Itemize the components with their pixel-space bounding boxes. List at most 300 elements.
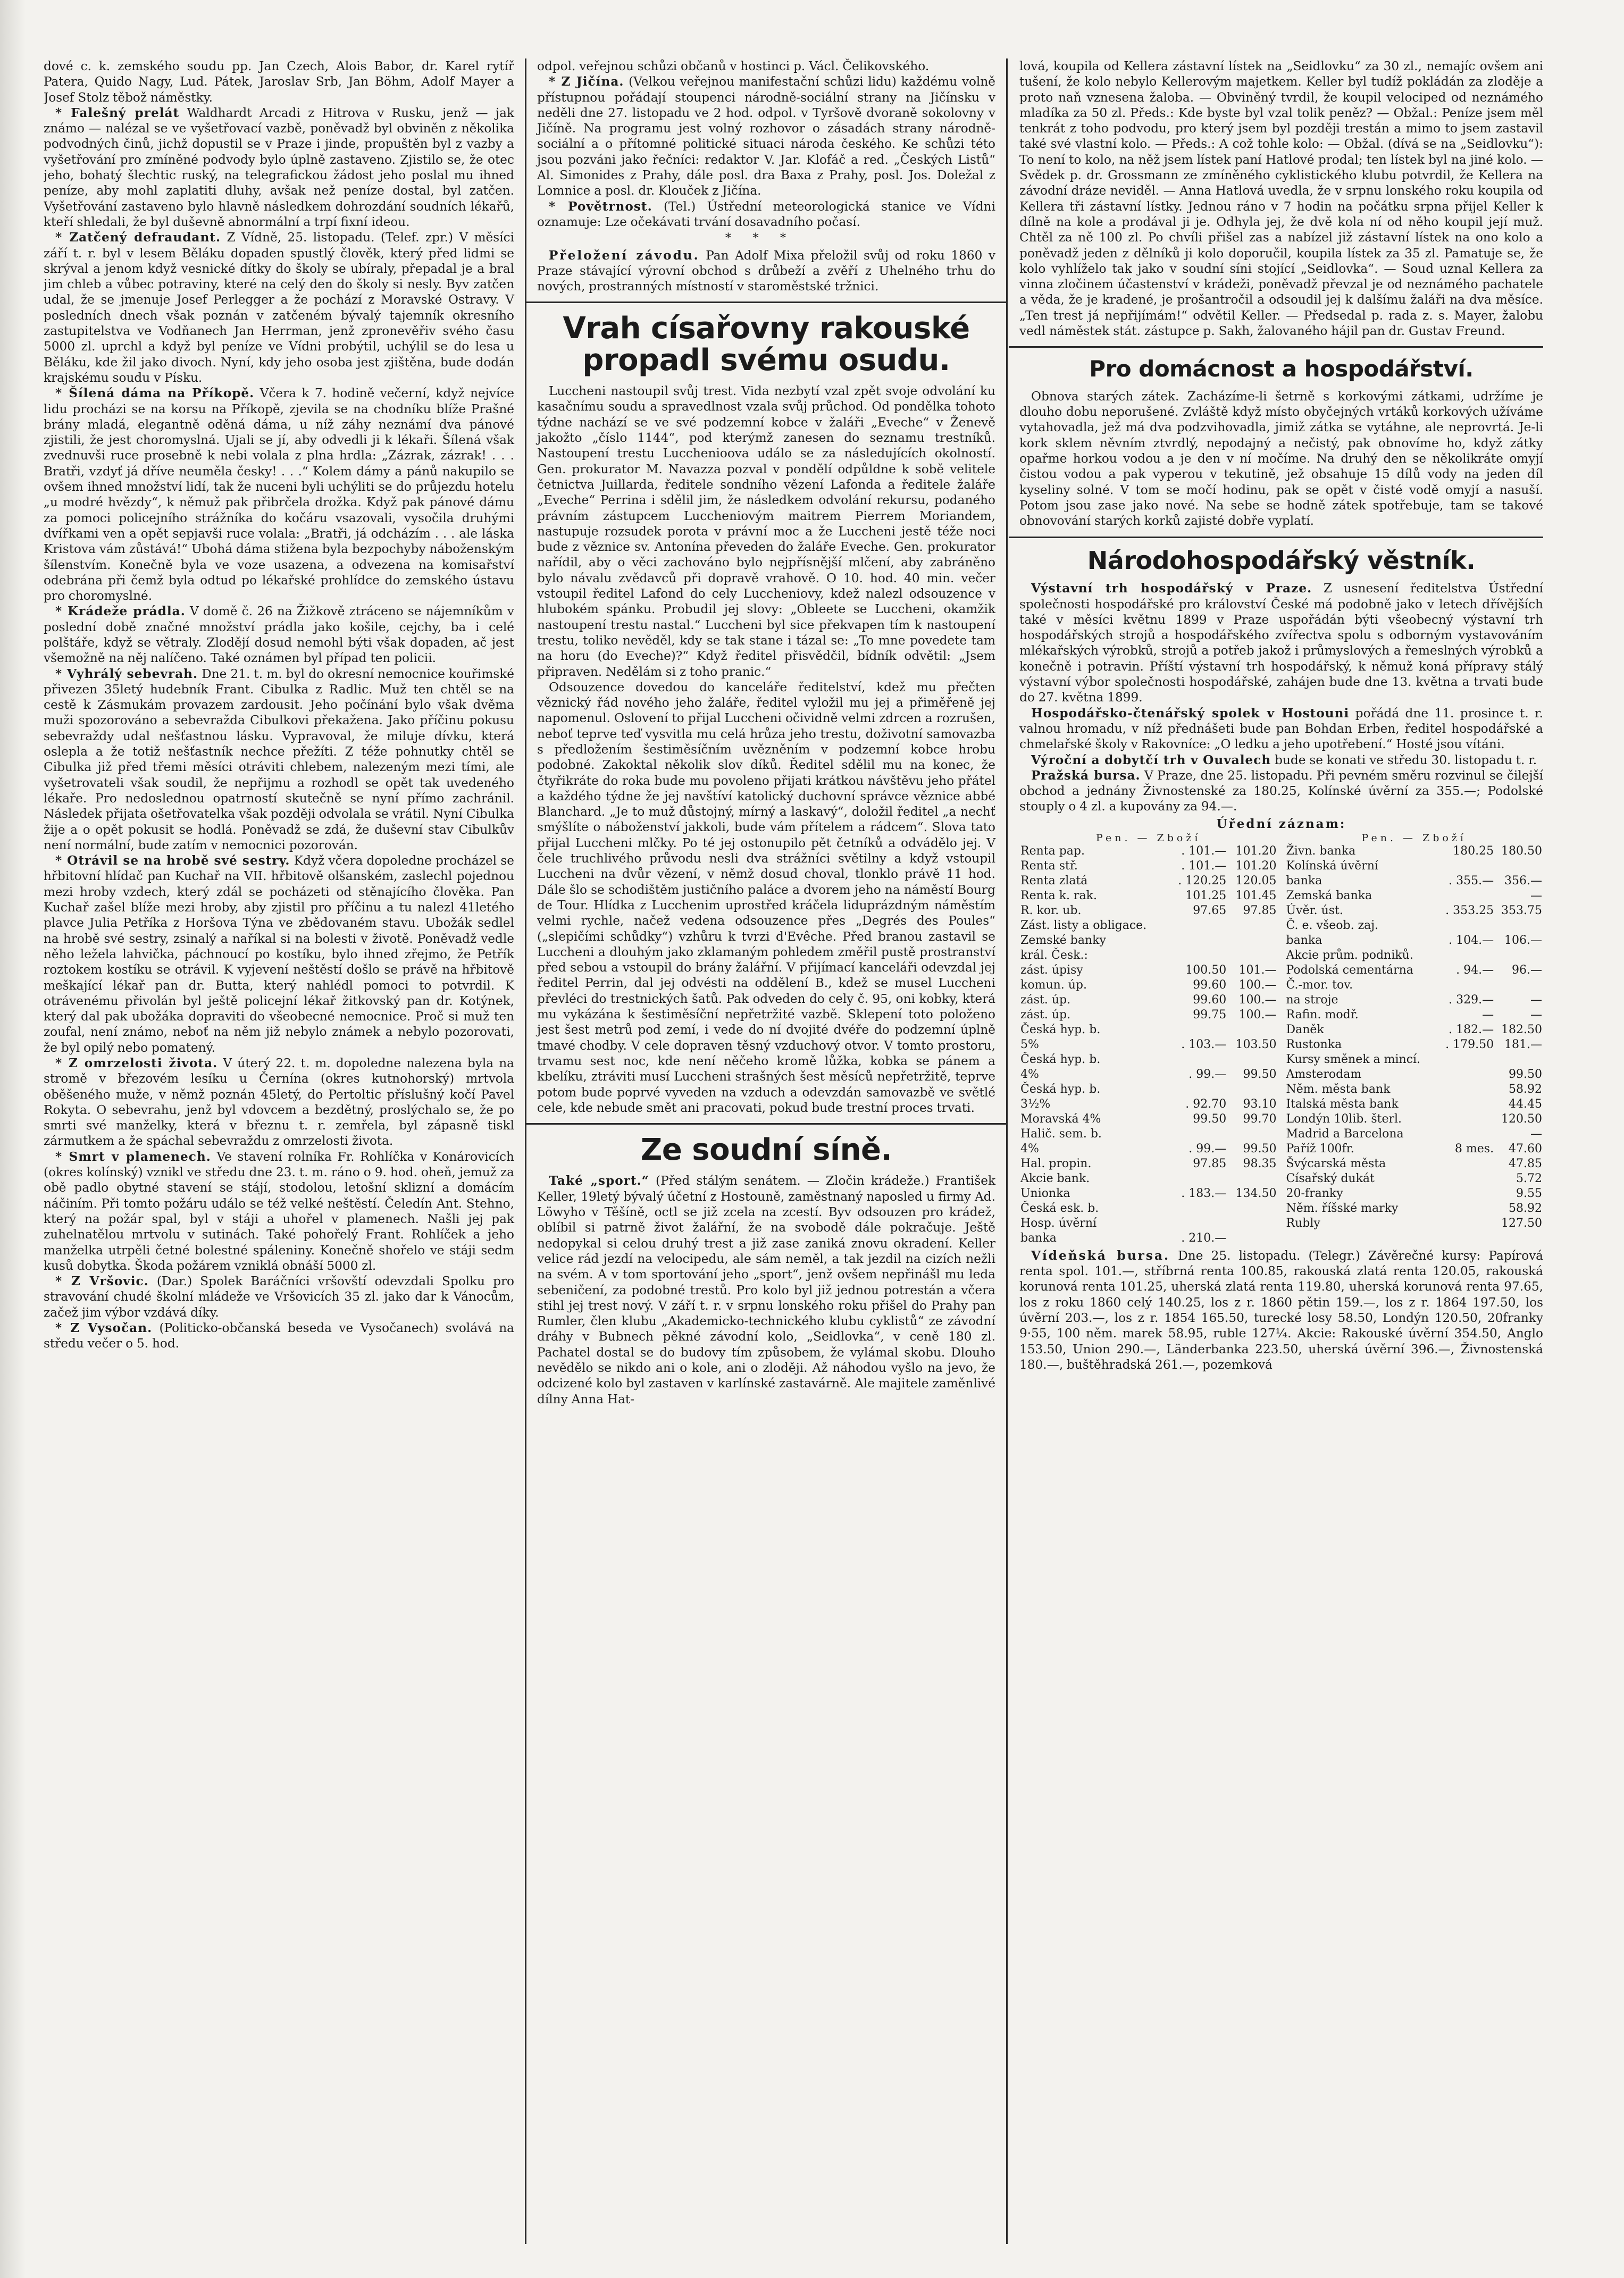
market-row [1285,978,1544,993]
econ-item-body: pořádá dne 11. prosince t. r. valnou hromadu, v níž přednášeti bude pan Bohdan Erben, ředitel hospodářské a chmelařské školy v Rakovníce: „O ledku a jeho upotřebení.“ Hosté jsou vítáni. [1019,706,1543,752]
home-headline: Pro domácnost a hospodářství. [1089,356,1474,382]
news-item [44,1320,514,1352]
market-value: 9.55 [1516,1186,1542,1200]
news-item-title: * Smrt v plamenech. [55,1149,211,1164]
market-label: Kolínská úvěrní [1286,859,1378,873]
market-label: Úvěr. úst. [1286,903,1343,917]
market-value: — [1530,1008,1542,1021]
market-row [1285,844,1544,859]
market-value: 99.50 [1243,1142,1277,1155]
separator-stars: *** [725,231,808,246]
market-label: Londýn 10lib. šterl. [1286,1112,1402,1126]
market-value: 100.— [1238,993,1277,1007]
market-value [1227,948,1277,963]
market-row [1285,1112,1544,1127]
market-value: . 120.25 [1178,874,1227,887]
market-row [1019,1216,1278,1231]
market-label: zást. úpisy [1020,963,1083,977]
market-value: 58.92 [1509,1201,1542,1215]
market-label: Rubly [1286,1216,1320,1230]
econ-item [1019,768,1543,815]
market-row [1019,1037,1278,1052]
market-value: 101.45 [1235,889,1277,902]
news-item-title: * Z Vysočan. [55,1321,153,1336]
market-value: . 99.— [1188,1067,1227,1081]
market-label: Amsterodam [1286,1067,1362,1081]
market-label: Paříž 100fr. [1286,1142,1354,1155]
market-label: král. Česk.: [1020,948,1088,962]
market-value: . 99.— [1188,1142,1227,1155]
market-value: . 103.— [1181,1037,1227,1051]
court-title: Také „sport.“ [549,1174,650,1188]
news-item-body: Dne 21. t. m. byl do okresní nemocnice kouřimské přivezen 35letý hudebník Frant. Cibulka z Radlic. Muž ten chtěl se na cestě k Zásmukám provazem zardousit. Jeho počínání bylo však dvěma muži spozorováno a sebevražda Cibulkovi překažena. Jako příčinu pokusu sebevraždy udal nešťastnou lásku. Vypravoval, že miluje dívku, která oslepla a že totiž nešťastník nechce přežíti. Z téže pohnutky chtěl se Cibulka již před třemi měsíci otráviti chlebem, nalezeným mezi tími, ale vyšetrovateli však soudil, že nepřijmu a rozhodl se opět tak uvedeného lékaře. Pro nedoslednou opatrností skutečně se nyní přímo zachránil. Následek přijata ošetřovatelka však později odvolala se vrátil. Nyní Cibulka žije a o opět pokusit se hodlá. Poněvadž se zdá, že duševní stav Cibulkův není normální, bude zatím v nemocnici pozorován. [44,666,514,852]
market-table-right [1285,844,1544,1231]
market-row [1285,874,1544,889]
news-item-title: * Zatčený defraudant. [55,230,221,245]
market-row [1285,1171,1544,1186]
market-value [1227,1023,1277,1037]
market-value: 99.75 [1193,1008,1227,1021]
econ-item-title: Pražská bursa. [1031,768,1141,783]
market-value [1169,1127,1228,1142]
market-label: Halič. sem. b. [1020,1127,1102,1141]
market-value [1438,1067,1495,1082]
market-value [1438,948,1495,963]
market-row [1285,993,1544,1008]
market-row [1019,1082,1278,1097]
market-value [1495,918,1543,933]
market-row [1285,1052,1544,1067]
news-item-title: * Z Jičína. [549,74,624,89]
market-value: 101.— [1238,963,1277,977]
market-label: Daněk [1286,1023,1324,1036]
market-value [1227,1082,1277,1097]
news-item-title: * Z Vršovic. [55,1274,149,1289]
market-tables [1019,832,1543,1246]
market-row [1285,903,1544,918]
news-item [44,666,514,853]
market-row [1019,1201,1278,1216]
market-value: 99.60 [1193,978,1227,992]
market-label: na stroje [1286,993,1338,1007]
market-label: 4% [1020,1142,1039,1155]
market-value: 180.50 [1501,844,1542,858]
market-value: 93.10 [1243,1097,1277,1111]
market-label: Živn. banka [1286,844,1356,858]
news-item-body: (Tel.) Ústřední meteorologická stanice ve Vídni oznamuje: Lze očekávati trvání dosavadního počasí. [537,199,996,229]
market-value: 100.— [1238,1008,1277,1021]
market-label: Česká hyp. b. [1020,1082,1101,1096]
home-article [1019,389,1543,529]
market-row [1285,1201,1544,1216]
news-item-title: * Povětrnost. [549,199,652,214]
econ-item [1019,752,1543,768]
market-row [1285,1186,1544,1201]
intro-paragraph: dové c. k. zemského soudu pp. Jan Czech, Alois Babor, dr. Karel rytíř Patera, Quido Nagy, Lud. Pátek, Jaroslav Srb, Jan Böhm, Adolf Mayer a Josef Stolz těbož náměstky. [44,59,514,105]
market-value: . 355.— [1449,874,1494,887]
market-value [1169,1171,1228,1186]
market-value [1438,1097,1495,1112]
market-value: . 182.— [1449,1023,1494,1036]
market-row [1019,1023,1278,1037]
market-row [1019,1171,1278,1186]
market-value [1438,918,1495,933]
market-label: Císařský dukát [1286,1171,1375,1185]
market-label: Hosp. úvěrní [1020,1216,1097,1230]
vienna-body: Dne 25. listopadu. (Telegr.) Závěrečné kursy: Papírová renta spol. 101.—, stříbrná renta 100.85, rakouská zlatá renta 120.05, rakouská korunová renta 101.25, uherská zlatá renta 119.80, uherská korunová renta 97.65, los z roku 1860 celý 140.25, los z r. 1860 pětin 159.—, los z r. 1864 197.50, los úvěrní 203.—, los z r. 1854 165.50, turecké losy 58.50, Londýn 120.50, 20franky 9·55, 100 něm. marek 58.95, ruble 127¼. Akcie: Rakouské úvěrní 354.50, Anglo 153.50, Union 290.—, Länderbanka 223.50, uherská úvěrní 396.—, Živnostenská 180.—, buštěhradská 261.—, pozemková [1019,1248,1543,1372]
market-value [1438,1201,1495,1216]
econ-item-title: Výroční a dobytčí trh v Ouvalech [1031,752,1271,767]
market-row [1019,1097,1278,1112]
market-label: Kursy směnek a mincí. [1286,1052,1421,1066]
market-value [1438,1186,1495,1201]
news-item-title: * Otrávil se na hrobě své sestry. [55,853,290,868]
market-label: Renta k. rak. [1020,889,1097,902]
market-row [1019,918,1278,933]
market-value [1227,1171,1277,1186]
market-value [1438,859,1495,874]
market-label: Hal. propin. [1020,1157,1092,1170]
transfer-title: Přeložení závodu. [549,248,700,263]
econ-item-body: V Praze, dne 25. listopadu. Při pevném směru rozvinul se čilejší obchod a jednány Živnostenské za 180.25, Kolínské úvěrní za 355.—; Podolské stouply o 4 zl. a kupovány za 94.—. [1019,768,1543,814]
market-label: Č. e. všeob. zaj. [1286,918,1379,932]
market-value [1495,978,1543,993]
market-label: Renta pap. [1020,844,1085,858]
econ-item-body: bude se konati ve středu 30. listopadu t. r. [1275,752,1537,767]
market-row [1019,948,1278,963]
market-row [1019,1186,1278,1201]
econ-headline: Národohospodářský věstník. [1087,546,1476,575]
market-value [1438,889,1495,903]
market-label: R. kor. ub. [1020,903,1082,917]
market-row [1019,978,1278,993]
market-row [1019,844,1278,859]
murder-headline: Vrah císařovny rakouské propadl svému osudu. [563,311,970,378]
market-label: Rustonka [1286,1037,1342,1051]
market-row [1019,1142,1278,1157]
market-value: — [1482,1008,1494,1021]
market-label: Česká hyp. b. [1020,1052,1101,1066]
econ-item-body: Z usnesení ředitelstva Ústřední společnosti hospodářské pro království České má podobně jako v letech dřívějších také v měsíci květnu 1899 v Praze uspořádán býti všeobecný výstavní trh hospodářských strojů a hospodářského zvířectva spolu s odborným vystavováním mlékařských výrobků, strojů a potřeb jakož i průmyslových a řemeslných výrobků a konečně i potravin. Příští výstavní trh hospodářský, k němuž koná přípravy stálý výstavní výbor společnosti hospodářské, zahájen bude dne 13. května a trvati bude do 27. května 1899. [1019,581,1543,705]
news-items-col2 [537,74,995,230]
market-value [1438,1157,1495,1171]
market-value [1169,933,1228,948]
market-value: 44.45 [1509,1097,1542,1111]
market-label: zást. úp. [1020,993,1071,1007]
transfer-body: Pan Adolf Mixa přeložil svůj od roku 1860 v Praze stávající výrovní obchod s drůbeží a zvěří z Uhelného trhu do nových, prostranných místností v staroměstské tržnici. [537,248,995,294]
market-value: 5.72 [1516,1171,1542,1185]
news-item [44,386,514,604]
market-row [1285,1037,1544,1052]
market-label: 4% [1020,1067,1039,1081]
market-value: — [1530,1127,1542,1141]
market-label: Renta zlatá [1020,874,1088,887]
market-label: Podolská cementárna [1286,963,1413,977]
market-label: Madrid a Barcelona [1286,1127,1404,1141]
market-value [1495,948,1543,963]
news-item [537,74,995,198]
market-row [1285,1216,1544,1231]
market-label: Něm. říšské marky [1286,1201,1399,1215]
market-value: 127.50 [1501,1216,1542,1230]
econ-item [1019,581,1543,705]
market-value [1169,1082,1228,1097]
market-value [1169,918,1228,933]
market-value: 103.50 [1235,1037,1277,1051]
market-value: . 101.— [1181,859,1227,873]
econ-item [1019,706,1543,752]
news-item-title: * Šílená dáma na Příkopě. [55,386,255,401]
market-value: . 329.— [1449,993,1494,1007]
market-value [1169,1023,1228,1037]
market-value [1169,1216,1228,1231]
market-value [1438,1082,1495,1097]
market-label: Akcie bank. [1020,1171,1090,1185]
column-3 [1006,58,1543,2244]
market-label: Moravská 4% [1020,1112,1101,1126]
market-value: — [1530,889,1542,902]
market-value: 97.85 [1193,1157,1227,1170]
econ-item-title: Výstavní trh hospodářský v Praze. [1031,581,1312,596]
market-label: Unionka [1020,1186,1070,1200]
news-item [44,1149,514,1274]
court-continuation [1019,58,1543,339]
pen-zboz-left: Pen. — Zboží [1096,832,1201,844]
home-body: Obnova starých zátek. Zacházíme-li šetrně s korkovými zátkami, udržíme je dlouho dobu neporušené. Zvláště když místo obyčejných vrtáků korkových užíváme vytahovadla, jež má dva podzvihovadla, jimiž zátka se vytáhne, ale neprovrtá. Je-li kork sklem něvním ztvrdlý, nepodajný a nečistý, pak obnovíme ho, když zátky opařme horkou vodou a je den v ní močíme. Na druhý den se několikráte omyjí čistou vodou a pak vyperou v tekutině, jež obsahuje 15 dílů vody na jeden díl kyseliny solné. V tom se močí hodinu, pak se opět v čisté vodě omyjí a nasuší. Potom jsou zase jako nové. Na sebe se hodně zátek spotřebuje, tam se takové obnovování starých korků zajisté dobře vyplatí. [1019,389,1543,529]
column-2-text [537,58,995,294]
market-value: 181.— [1504,1037,1542,1051]
market-value: 99.50 [1193,1112,1227,1126]
market-value: 180.25 [1453,844,1494,858]
market-value: 99.50 [1509,1067,1542,1081]
news-item [44,105,514,230]
market-value: . 104.— [1449,933,1494,947]
market-value [1227,933,1277,948]
news-item [44,1274,514,1320]
market-value [1227,1216,1277,1231]
market-row [1019,859,1278,874]
market-label: 20-franky [1286,1186,1343,1200]
market-label: Italská města bank [1286,1097,1399,1111]
market-value [1227,1231,1277,1246]
market-value [1227,918,1277,933]
market-row [1285,1127,1544,1142]
news-item [44,230,514,386]
vienna-bourse [1019,1248,1543,1372]
market-value: 101.20 [1235,844,1277,858]
market-value: — [1530,993,1542,1007]
divider [526,302,1006,303]
market-value: . 101.— [1181,844,1227,858]
market-row [1019,1052,1278,1067]
market-value: 97.85 [1243,903,1277,917]
market-value: . 92.70 [1185,1097,1227,1111]
official-label: Úřední záznam: [1216,816,1346,831]
market-value: 182.50 [1501,1023,1542,1036]
news-item [44,1056,514,1149]
market-value: . 94.— [1456,963,1494,977]
market-value: 356.— [1504,874,1542,887]
market-row [1019,963,1278,978]
market-row [1285,1067,1544,1082]
market-row [1285,1082,1544,1097]
market-value [1495,1052,1543,1067]
market-row [1285,948,1544,963]
market-label: Č.-mor. tov. [1286,978,1353,992]
market-label: Česká hyp. b. [1020,1023,1101,1036]
news-item-body: V úterý 22. t. m. dopoledne nalezena byla na stromě v březovém lesíku u Černína (okres kutnohorský) mrtvola oběšeného muže, v němž poznán 45letý, do Pertoltic příslušný kočí Pavel Rokyta. O sebevrahu, jenž byl vdovcem a bezdětný, proslýchalo se, že po smrti své manželky, která v březnu t. r. zemřela, byl zápasně tiskl zármutkem a že spáchal sebevraždu z omrzelosti života. [44,1056,515,1149]
market-row [1019,903,1278,918]
column-1 [44,58,525,2244]
market-value: 96.— [1512,963,1542,977]
market-value [1438,1171,1495,1186]
market-label: 5% [1020,1037,1039,1051]
news-item [44,604,514,666]
market-value: 100.— [1238,978,1277,992]
court-cont-paragraph: lová, koupila od Kellera zástavní lístek na „Seidlovku“ za 30 zl., nemajíc ovšem ani tušení, že kolo nebylo Kellerovým majetkem. Keller byl tudíž pokládán za zloděje a proto naň vznesena žaloba. — Obviněný tvrdil, že koupil velociped od neznámého mladíka za 50 zl. Předs.: Kde byste byl vzal tolik peněz? — Obžal.: Peníze jsem měl tenkrát z toho podvodu, pro který jsem byl později trestán a mimo to jsem zastavil také své vlastní kolo. — Předs.: A což tohle kolo: — Obžal. (dívá se na „Seidlovku“): To není to kolo, na něž jsem lístek paní Hatlové prodal; ten lístek byl na jiné kolo. — Svědek p. dr. Grossmann ze zmíněného cyklistického klubu potvrdil, že Kellera na závodní dráze neviděl. — Anna Hatlová uvedla, že v srpnu lonského roku koupila od Kellera tři zástavní lístky. Jednou ráno v 7 hodin na počátku srpna přijel Keller k dílně na kole a prodával ji je. Odhyla jej, že dvě kola ní od něho koupil její muž. Chtěl za ně 100 zl. Po chvíli přišel zas a nabízel již zástavní lístek na ono kolo a poněvadž jeden z dělníků ji kolo doporučil, koupila lístek za 35 zl. Pamatuje se, že kolo vyhlíželo tak jako v soudní síni stojící „Seidlovka“. — Soud uznal Kellera za vinna zločinem účastenství v krádeži, poněvadž převzal je od neznámého pachatele a věda, že je kradené, je prošantročil a odsoudil jej k dalšímu žaláři na dva měsíce. „Ten trest já nepřijímám!“ odvětil Keller. — Předsedal p. rada z. s. Mayer, žalobu vedl náměstek stát. zástupce p. Sakh, žalovaného hájil pan dr. Gustav Freund. [1019,59,1543,339]
news-item-title: * Falešný prelát [55,105,180,120]
market-row [1285,1097,1544,1112]
market-label: Rafin. modř. [1286,1008,1359,1021]
market-row [1019,1067,1278,1082]
market-table-left [1019,844,1278,1246]
econ-items [1019,581,1543,814]
court-body: (Před stálým senátem. — Zločin krádeže.) František Keller, 19letý bývalý účetní z Hostouně, zaměstnaný naposled u firmy Ad. Löwyho v Těšíně, octl se již zcela na zcestí. Byv odsouzen pro krádež, oblíbil si patrně život žalářní, že na svobodě dále pokračuje. Ještě nedopykal si celou druhý trest a již zase zaniká znovu okradení. Keller velice rád jezdí na velocipedu, ale sám neměl, a tak jezdil na cizích nežli na svém. A v tom sportování jeho „sport“, jenž ovšem nepřinášl mu leda sebeničení, za podobné trestů. Pro kolo byl již jednou potrestán a včera stihl jej trest nový. V září t. r. v srpnu lonského roku přišel do Prahy pan Rumler, člen klubu „Akademicko-technického klubu cyklistů“ ze závodní dráhy v Bubnech pěkné závodní kolo, „Seidlovka“, v ceně 180 zl. Pachatel dostal se do budovy tím způsobem, že vylámal skobu. Dlouho nevědělo se nikdo ani o kole, ani o zloději. Až náhodou vyšlo na jevo, že odcizené kolo byl zastaven v karlínské zastavárně. Ale majitele zaměnlivé dílny Anna Hat- [537,1174,996,1406]
market-value: 99.60 [1193,993,1227,1007]
market-row [1019,1127,1278,1142]
news-item-body: Z Vídně, 25. listopadu. (Telef. zpr.) V měsíci září t. r. byl v lesem Běláku dopaden spustlý člověk, který před lidmi se skrýval a jenom když vesnické dítky do školy se ubíraly, přepadal je a bral jim chleb a vůbec potraviny, které na celý den do školy si nesly. Byv zatčen udal, že se jmenuje Josef Perlegger a že pochází z Moravské Ostravy. V posledních dnech však poznán v zatčeném bývalý tajemník okresního zastupitelstva ve Vodňanech Jan Herrman, jenž zpronevěřiv svého času 5000 zl. uprchl a když byl peníze ve Vídni probýtil, uchýlil se do lesa u Běláku, kde žil jako divoch. Nyní, kdy jeho osoba jest zjištěna, bude dodán krajskému soudu v Písku. [44,230,514,385]
market-label: 3½% [1020,1097,1051,1111]
market-row [1019,933,1278,948]
market-value: 99.70 [1243,1112,1277,1126]
news-item-title: * Vyhrálý sebevrah. [55,666,198,681]
market-label: Akcie prům. podniků. [1286,948,1413,962]
news-item-body: V domě č. 26 na Žižkově ztráceno se nájemníkům v poslední době značné množství prádla jako košile, cejchy, ba i celé polštáře, když se větraly. Zlodějí dosud nemohl býti však dopaden, ač jest všemožně na něj nalíčeno. Také oznámen byl případ ten policii. [44,604,515,666]
market-row [1019,1157,1278,1171]
market-value [1438,978,1495,993]
divider [1009,537,1543,538]
news-item [537,199,995,230]
market-row [1285,1142,1544,1157]
market-row [1285,889,1544,903]
market-value [1169,1052,1228,1067]
market-label: komun. úp. [1020,978,1087,992]
market-row [1019,1008,1278,1023]
market-value [1438,1216,1495,1231]
column-2 [525,58,1006,2244]
market-value: 106.— [1504,933,1542,947]
murder-paragraph: Odsouzence dovedou do kanceláře ředitelství, kdež mu přečten věznický řád nového jeho žaláře, ředitel vyložil mu jej a přiměřeně jej napomenul. Oslovení to přijal Luccheni očividně velmi zdrcen a rozrušen, neboť teprve teď vysvitla mu celá hrůza jeho trestu, doživotní samovazba s předložením šestiměsíčním uvězněním v podzemní kobce hrobu podobné. Zakoktal několik slov díků. Ředitel sdělil mu na konec, že čtyřikráte do roka bude mu povoleno přijati krátkou návštěvu jeho přátel a každého týdne že jej navštíví katolický duchovní správce věznice abbé Blanchard. „Je to muž důstojný, mírný a laskavý“, doložil ředitel „a nechť smýšlíte o náboženství jakkoli, bude vám přítelem a rádcem“. Slova tato přijal Luccheni mlčky. Po té jej ostonupilo pět četníků a odvádělo jej. V čele truchlivého průvodu nesli dva strážníci světilny a když vstoupil Luccheni na dvůr vězení, v němž dosud choval, tlonklo právě 11 hod. Dále šlo se schodištěm justičního paláce a dvorem jeho na náměstí Bourg de Tour. Hlídka z Lucchenim uprostřed kráčela liduprázdným náměstím velmi rychle, načež vedena odsouzence přes „Degrés des Poules“ („slepičími schůdky“) vzhůru k tvrzi d'Evêche. Před branou zastavil se Luccheni a dlouhým jako zklamaným pohledem změřil pustě prostranství před sebou a vstoupil do brány žalářní. V přijímací kanceláři odevzdal jej ředitel Perrin, dal jej odvésti na oddělení B., kdež se musel Luccheni převléci do trestnických šatů. Pak odveden do cely č. 95, oni kobky, která mu vykázána k šestiměsíční nepřetržité vazbě. Sklepení toto položeno jest šest metrů pod zemí, i vede do ní dvojité dvéře do podzemní úplně tmavé chodby. V cele dopraven těsný vzduchový otvor. V tomto prostoru, trvamu sest noc, kde není něčeho kromě lůžka, kobka se pánem a kbelíku, ztráviti musí Luccheni strašných šest měsíců nepřetržitě, teprve potom bude poprvé vyveden na vzduch a odevzdán samovazbě ve světlé cele, kde nebude smět ani pracovati, pokud bude trestní proces trvati. [537,680,995,1115]
news-item-body: Waldhardt Arcadi z Hitrova v Rusku, jenž — jak známo — nalézal se ve vyšetřovací vazbě, poněvadž byl obviněn z několika podvodných činů, jichž dopustil se v Praze i jinde, propuštěn byl z vazby a vyšetřování pro zmíněné podvody bylo úplně zastaveno. Zjistilo se, že otec jeho, bohatý šlechtic ruský, na telegrafickou žádost jeho poslal mu ihned peníze, aby mohl zaplatiti dluhy, avšak než peníze dostal, byl zatčen. Vyšetřování zastaveno bylo hlavně následkem dohrozdání soudních lékařů, kteří shledali, že byl duševně abnormální a trpí fixní ideou. [44,105,514,229]
market-value: 97.65 [1193,903,1227,917]
columns [44,58,1596,2244]
market-value: 58.92 [1509,1082,1542,1096]
market-value [1227,1201,1277,1216]
market-value: 120.05 [1235,874,1277,887]
news-item-body: Když včera dopoledne procházel se hřbitovní hlídač pan Kuchař na VII. hřbitově olšanském, zaslechl pojednou mezi hroby vzdech, který zdál se pocházeti od stěnajícího člověka. Pan Kuchař zašel blíže mezi hroby, aby zjistil pro příčinu a tu nalezl 41letého plavce Julia Petříka z Horšova Týna ve zbědovaném stavu. Ubožák sedlel na hrobě své sestry, zsinalý a naříkal si na bolesti v životě. Poněvadž vedle něho ležela lahvička, páchnoucí po kostíku, bylo ihned zřejmo, že Petřík roztokem kostíku se otrávil. K vyjevení neštěstí došlo se právě na hřbitově meškající lékař pan dr. Butta, který nahlédl pomoci to potvrdil. K otrávenému přivolán byl ještě policejní lékař žitkovský pan dr. Kotýnek, který dal pak ubožáka dopraviti do všeobecné nemocnice. Proč si muž ten zoufal, není známo, neboť na něm již nebylo známek a nebylo pozorovati, že byl opilý nebo pomatený. [44,853,514,1055]
market-value [1227,1052,1277,1067]
market-value: 353.75 [1501,903,1542,917]
market-value: 98.35 [1243,1157,1277,1170]
econ-item-title: Hospodářsko-čtenářský spolek v Hostouni [1031,706,1350,721]
news-item-title: * Z omrzelosti života. [55,1056,218,1070]
market-row [1285,1008,1544,1023]
market-label: Zemská banka [1286,889,1372,902]
market-label: Zemské banky [1020,933,1106,947]
news-item-title: * Krádeže prádla. [55,604,186,619]
transfer-notice [537,248,995,295]
pen-zboz-right: Pen. — Zboží [1361,832,1467,844]
market-right [1285,832,1544,1246]
news-item-body: (Politicko-občanská beseda ve Vysočanech) svolává na středu večer o 5. hod. [44,1321,514,1351]
murder-article [537,383,995,1116]
vienna-title: Vídeňská bursa. [1031,1248,1170,1263]
market-value: 99.50 [1243,1067,1277,1081]
market-value: . 179.50 [1445,1037,1494,1051]
market-value: 101.25 [1185,889,1227,902]
market-row [1285,918,1544,933]
market-row [1019,993,1278,1008]
market-value: 47.85 [1509,1157,1542,1170]
market-value [1438,1112,1495,1127]
market-row [1285,933,1544,948]
market-label: Zást. listy a obligace. [1020,918,1147,932]
market-row [1285,859,1544,874]
divider [1009,346,1543,348]
market-left [1019,832,1278,1246]
col2-top-paragraph: odpol. veřejnou schůzi občanů v hostinci p. Václ. Čelikovského. [537,59,930,73]
market-label: Něm. města bank [1286,1082,1391,1096]
market-value [1438,1052,1495,1067]
market-label: Švýcarská města [1286,1157,1386,1170]
market-label: banka [1286,933,1322,947]
market-row [1285,1023,1544,1037]
market-label: zást. úp. [1020,1008,1071,1021]
court-article [537,1173,995,1406]
column-1-text [44,58,514,1352]
market-value [1227,1127,1277,1142]
market-row [1285,1157,1544,1171]
divider [526,1123,1006,1125]
market-value [1438,1127,1495,1142]
market-value: 100.50 [1185,963,1227,977]
market-label: banka [1020,1231,1057,1245]
market-row [1019,1112,1278,1127]
market-value: 134.50 [1235,1186,1277,1200]
murder-paragraph: Luccheni nastoupil svůj trest. Vida nezbytí vzal zpět svoje odvolání ku kasačnímu soudu a spravedlnost vzala svůj průchod. Od pondělka tohoto týdne nachází se ve své podzemní kobce v žaláři „Eveche“ v Ženevě jakožto „číslo 1144“, pod kterýmž zanesen do seznamu trestníků. Nastoupení trestu Lucchenioova událo se za následujících okolností. Gen. prokurator M. Navazza pozval v pondělí odpůldne k sobě velitele četnictva Juillarda, ředitele sondního vězení Lafonda a ředitele žaláře „Eveche“ Perrina i sdělil jim, že následkem odvolání rekursu, podaného právním zástupcem Luccheniovým maitrem Pierrem Moriandem, nastupuje rozsudek porota v právní moc a že Luccheni jestě téže noci bude z věznice sv. Antonína převeden do žaláře Eveche. Gen. prokurator nařídil, aby o věci zachováno bylo nejpřísnější mlčení, aby zabráněno bylo návalu zvědavců při dopravě vrahově. O 10. hod. 40 min. večer vstoupil ředitel Lafond do cely Luccheniovy, kdež nalezl odsouzence v hlubokém spánku. Probudil jej slovy: „Obleete se Luccheni, okamžik nastoupení trestu nastal.“ Luccheni byl sice překvapen tím k nastoupení trestu, toliko nevěděl, kdy se tak stane i tázal se: „To mne povedete tam na horu (do Eveche)?“ Když ředitel přisvědčil, bídník odvětil: „Jsem připraven. Nedělám si z toho pranic.“ [537,384,995,679]
market-value: 47.60 [1509,1142,1542,1155]
market-row [1019,874,1278,889]
market-value [1495,859,1543,874]
market-value: . 183.— [1181,1186,1227,1200]
market-row [1019,889,1278,903]
page-edge-shadow [0,0,26,2278]
market-row [1285,963,1544,978]
market-value: . 210.— [1181,1231,1227,1245]
market-value: 101.20 [1235,859,1277,873]
court-headline: Ze soudní síně. [640,1133,892,1168]
market-value: . 353.25 [1445,903,1494,917]
news-item-body: Ve stavení rolníka Fr. Rohlíčka v Konárovicích (okres kolínský) vznikl ve středu dne 23. t. m. ráno o 9. hod. oheň, jemuž za obě padlo obytné stavení se stájí, stodolou, letošní sklizní a domácím náčiním. Při tomto požáru událo se též velké neštěstí. Čeledín Ant. Stehno, který na požár spal, byl v stáji a uhořel v plamenech. Našli jej pak zuhelnatělou mrtvolu v sutinách. Také pohořelý Frant. Rohlíček a jeho manželka utrpěli četné bolestné spáleniny. Konečně shořelo ve stáji sedm kusů dobytka. Škoda požárem vzniklá obnáší 5000 zl. [44,1149,514,1273]
news-item-body: (Velkou veřejnou manifestační schůzi lidu) každému volně přístupnou pořádají stoupenci národně-sociální strany na Jičínsku v neděli dne 27. listopadu ve 2 hod. odpol. v Tyršově dvoraně sokolovny v Jičíně. Na programu jest volný rozhovor o zásadách strany národně-sociální a o přítomné politické situaci národa českého. Ke schůzi této jsou pozváni jako řečníci: redaktor V. Jar. Klofáč a red. „Českých Listů“ Al. Simonides z Prahy, dále posl. dra Baxa z Prahy, posl. Jos. Doležal z Lomnice a posl. dr. Klouček z Jičína. [537,74,995,198]
market-value: 120.50 [1501,1112,1542,1126]
market-label: banka [1286,874,1322,887]
market-value: 8 mes. [1454,1142,1494,1155]
news-item-body: Včera k 7. hodině večerní, když nejvíce lidu procházi se na korsu na Příkopě, zjevila se na chodníku blíže Prašné brány mladá, elegantně oděná dáma, u níž záhy neznámí dva pánové zjistili, že jest choromyslná. Ujali se jí, aby odvedli ji k lékaři. Šílená však zvednuvši ruce prosebně k nebi volala z plna hrdla: „Zázrak, zázrak! . . . Bratři, vzdyť já dříve neuměla česky! . . .“ Kolem dámy a pánů nakupilo se ovšem ihned množství lidí, tak že nuceni byli uchýliti se do průjezdu hotelu „u modré hvězdy“, k němuž pak přibrčela drožka. Když pak pánové dámu za pomoci policejního strážníka do kočáru vsazovali, vysočila druhými dvířkami ven a opět sepjavši ruce volala: „Bratři, já odcházím . . . ale láska Kristova vám zůstává!“ Ubohá dáma stižena byla bezpochyby náboženským šílenstvím. Konečně byla ve voze usazena, a odvezena na komisařství odebrána při čemž byla odtud po lékařské prohlídce do zemského ústavu pro choromyslné. [44,386,515,604]
news-items-col1 [44,105,514,1352]
market-value [1169,948,1228,963]
market-label: Renta stř. [1020,859,1078,873]
